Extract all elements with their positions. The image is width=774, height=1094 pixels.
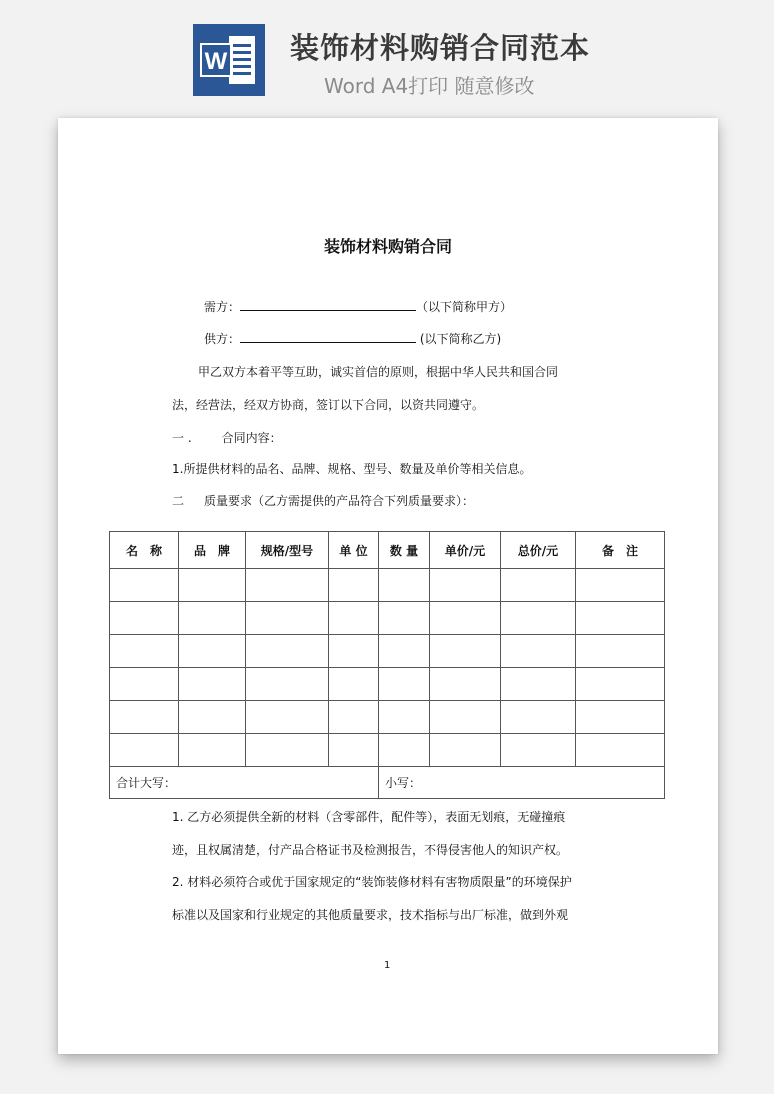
table-cell[interactable] [501,635,576,668]
table-cell[interactable] [501,668,576,701]
section-2-heading [172,492,474,509]
table-row [110,602,665,635]
watermark: ​ [90,450,106,471]
table-cell[interactable] [329,734,379,767]
table-cell[interactable] [110,569,179,602]
table-cell[interactable] [246,635,329,668]
table-row [110,701,665,734]
table-cell[interactable] [179,668,246,701]
word-icon-letter: W [204,48,228,75]
table-cell[interactable] [329,635,379,668]
table-cell[interactable] [430,602,501,635]
table-cell[interactable] [179,635,246,668]
table-cell[interactable] [379,569,430,602]
table-cell[interactable] [501,602,576,635]
document-page [58,118,718,1054]
table-cell[interactable] [576,734,665,767]
page-subtitle: Word A4打印 随意修改 [324,74,535,98]
clause-2-line-2: 标准以及国家和行业规定的其他质量要求，技术指标与出厂标准，做到外观 [172,908,569,922]
header-quantity: 数 量 [379,532,430,569]
table-cell[interactable] [329,569,379,602]
table-cell[interactable] [179,602,246,635]
table-body [110,569,665,799]
header-brand: 品 牌 [179,532,246,569]
table-cell[interactable] [501,734,576,767]
table-cell[interactable] [329,668,379,701]
table-cell[interactable] [576,701,665,734]
table-cell[interactable] [329,602,379,635]
table-cell[interactable] [430,701,501,734]
buyer-blank[interactable] [240,298,416,311]
total-row [110,767,665,799]
table-cell[interactable] [110,635,179,668]
table-cell[interactable] [379,668,430,701]
section-1-title: 合同内容： [221,431,282,445]
table-cell[interactable] [576,635,665,668]
table-cell[interactable] [379,602,430,635]
table-cell[interactable] [379,635,430,668]
total-in-figures[interactable]: 小写： [379,767,665,799]
header-unit: 单 位 [329,532,379,569]
section-2-number: 二 [172,494,185,508]
table-cell[interactable] [246,668,329,701]
page-title: 装饰材料购销合同范本 [290,31,591,65]
table-cell[interactable] [246,701,329,734]
table-cell[interactable] [501,569,576,602]
header-total-price: 总价/元 [501,532,576,569]
section-2-title: 质量要求（乙方需提供的产品符合下列质量要求）： [204,494,475,508]
table-cell[interactable] [430,635,501,668]
table-cell[interactable] [246,569,329,602]
section-1-heading [172,429,282,446]
seller-label: 供方： [204,332,241,346]
table-row [110,569,665,602]
clause-1-line-1: 1. 乙方必须提供全新的材料（含零部件，配件等），表面无划痕，无碰撞痕 [172,810,566,824]
table-cell[interactable] [110,602,179,635]
table-cell[interactable] [576,569,665,602]
table-cell[interactable] [379,734,430,767]
seller-suffix: (以下简称乙方) [419,332,502,346]
section-1-number: 一 . [172,431,192,445]
table-cell[interactable] [379,701,430,734]
intro-line-2: 法，经营法，经双方协商，签订以下合同，以资共同遵守。 [172,398,485,412]
table-cell[interactable] [179,569,246,602]
clause-2-line-1: 2. 材料必须符合或优于国家规定的“装饰装修材料有害物质限量”的环境保护 [172,875,572,889]
table-header-row [110,532,665,569]
header-remarks: 备 注 [576,532,665,569]
table-cell[interactable] [246,602,329,635]
header-unit-price: 单价/元 [430,532,501,569]
header-spec: 规格/型号 [246,532,329,569]
seller-line [204,330,501,347]
goods-table [109,531,665,799]
buyer-suffix: （以下简称甲方） [416,300,513,314]
clause-1-line-2: 迹，且权属清楚，付产品合格证书及检测报告，不得侵害他人的知识产权。 [172,843,569,857]
total-in-words[interactable]: 合计大写： [110,767,379,799]
header-name: 名 称 [110,532,179,569]
table-cell[interactable] [179,734,246,767]
table-cell[interactable] [501,701,576,734]
header-banner [0,0,774,110]
table-cell[interactable] [110,668,179,701]
table-cell[interactable] [329,701,379,734]
buyer-line [204,298,512,315]
table-cell[interactable] [179,701,246,734]
table-cell[interactable] [430,569,501,602]
table-cell[interactable] [430,668,501,701]
document-title: 装饰材料购销合同 [323,237,452,256]
table-cell[interactable] [430,734,501,767]
page-number: 1 [384,960,391,971]
table-row [110,734,665,767]
seller-blank[interactable] [240,330,416,343]
table-cell[interactable] [576,602,665,635]
item-1: 1.所提供材料的品名、品牌、规格、型号、数量及单价等相关信息。 [172,462,532,476]
table-row [110,668,665,701]
word-icon [193,24,265,96]
table-cell[interactable] [246,734,329,767]
buyer-label: 需方： [204,300,241,314]
table-cell[interactable] [110,734,179,767]
table-cell[interactable] [110,701,179,734]
table-cell[interactable] [576,668,665,701]
table-row [110,635,665,668]
intro-line-1: 甲乙双方本着平等互助，诚实首信的原则，根据中华人民共和国合同 [198,365,559,379]
